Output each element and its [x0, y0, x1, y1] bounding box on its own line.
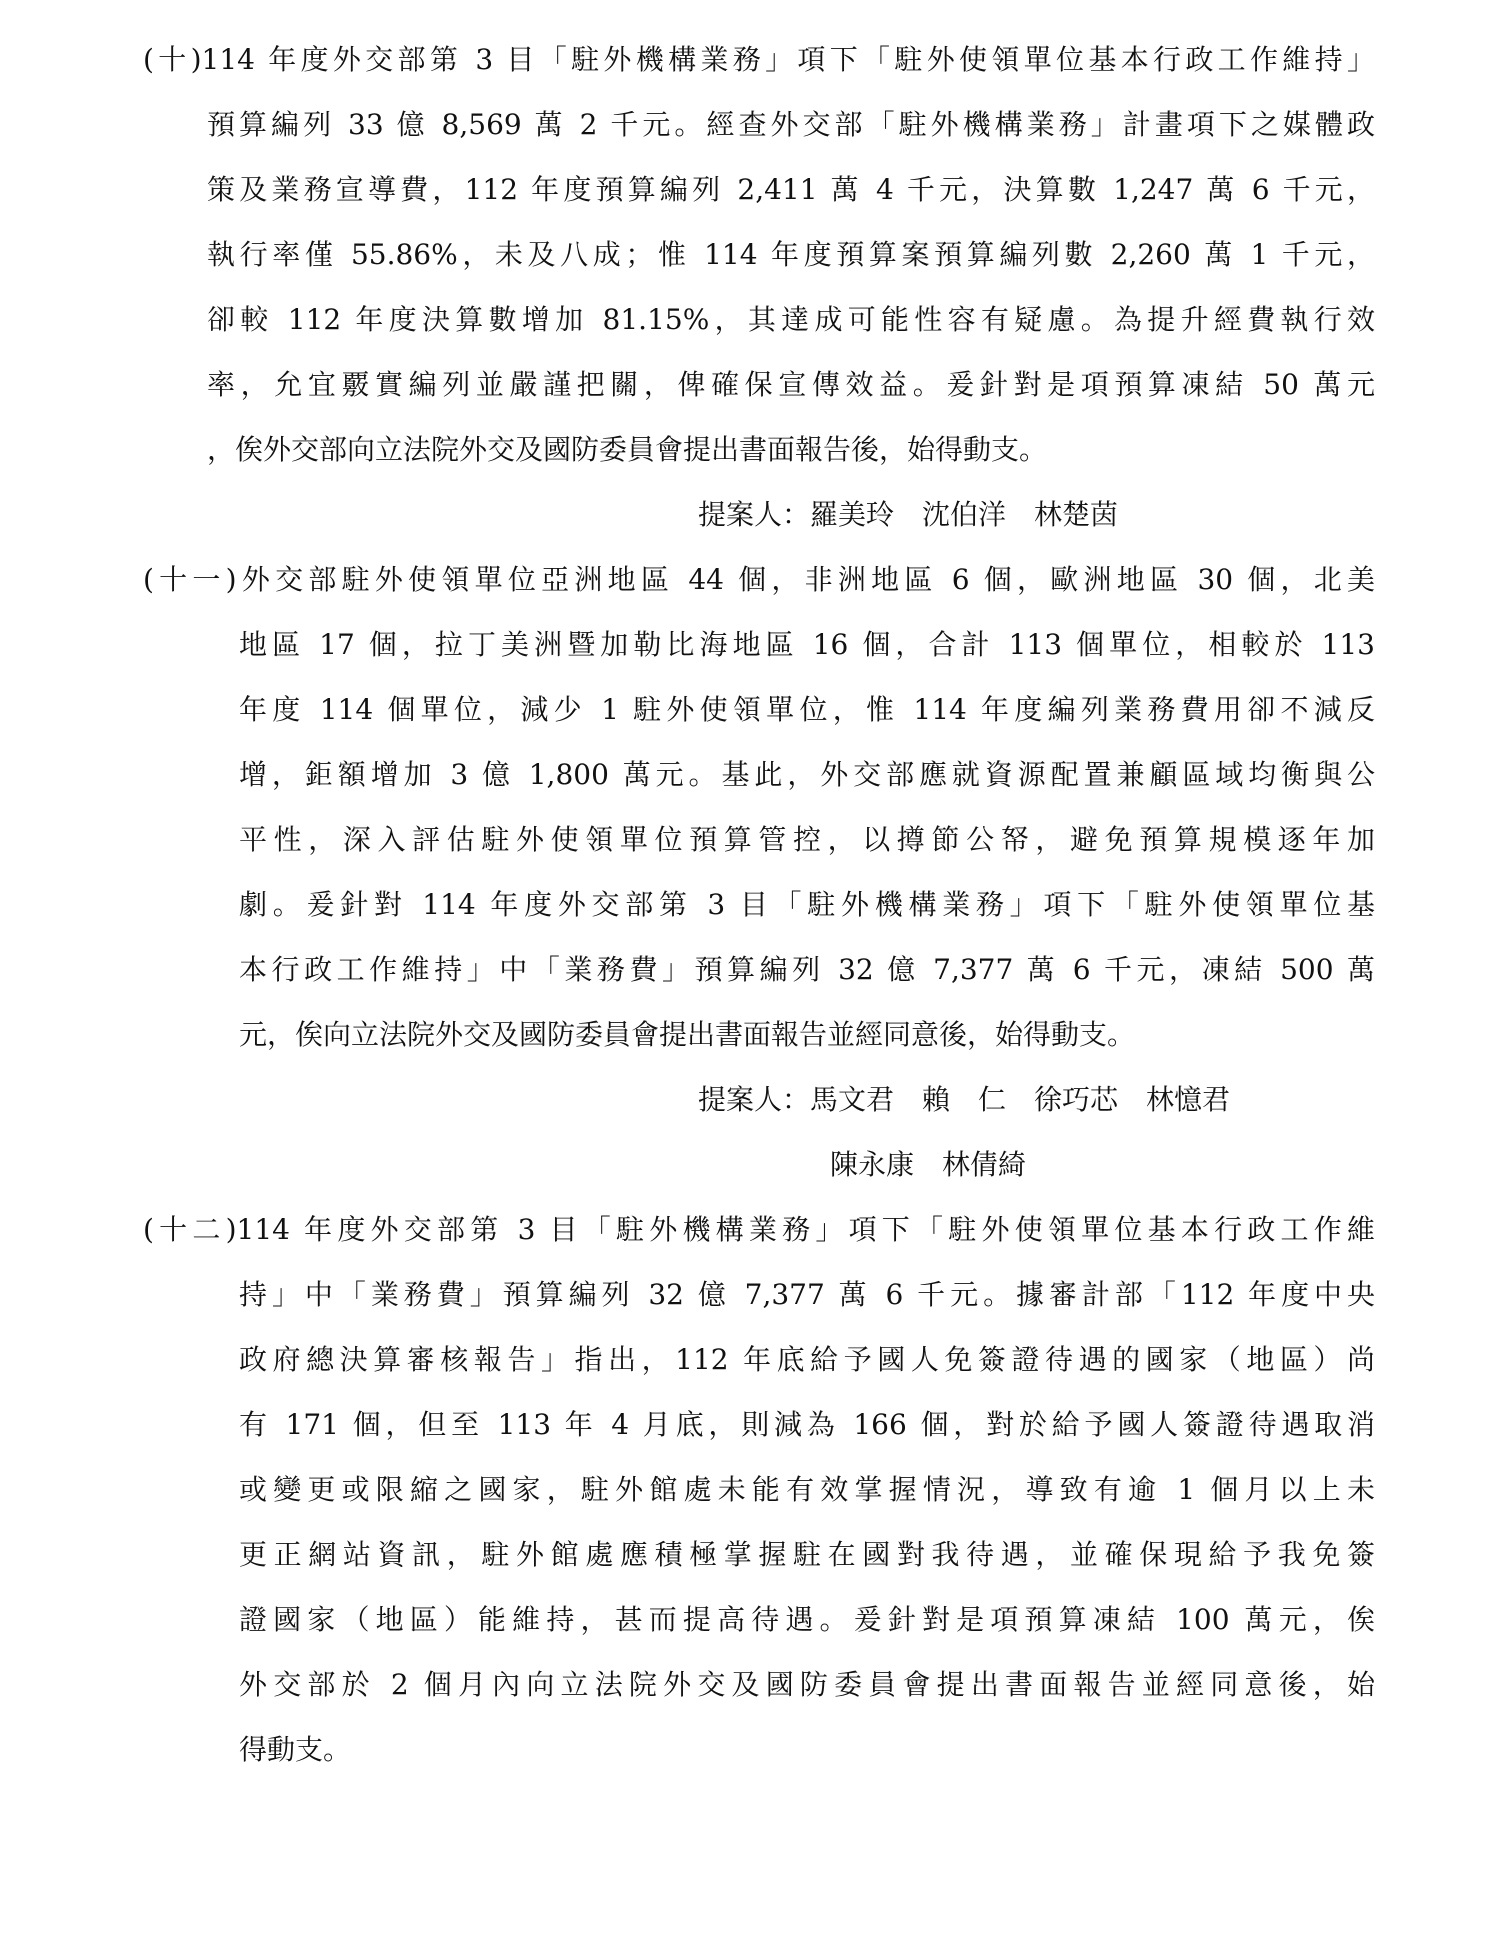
item-10-line-1: 114 年度外交部第 3 目「駐外機構業務」項下「駐外使領單位基本行政工作維持」 — [201, 43, 1375, 76]
item-10-line-3: 策及業務宣導費，112 年度預算編列 2,411 萬 4 千元，決算數 1,247 萬 6 千元， — [207, 173, 1375, 206]
item-10-line-5: 卻較 112 年度決算數增加 81.15%，其達成可能性容有疑慮。為提升經費執行效 — [207, 303, 1375, 336]
item-12-line-5: 或變更或限縮之國家，駐外館處未能有效掌握情況，導致有逾 1 個月以上未 — [239, 1473, 1375, 1506]
item-10-line-4: 執行率僅 55.86%，未及八成；惟 114 年度預算案預算編列數 2,260 萬 1 千元， — [207, 238, 1375, 271]
item-11-line-4: 增，鉅額增加 3 億 1,800 萬元。基此，外交部應就資源配置兼顧區域均衡與公 — [239, 758, 1375, 791]
item-12-line-6: 更正網站資訊，駐外館處應積極掌握駐在國對我待遇，並確保現給予我免簽 — [239, 1538, 1375, 1571]
item-10-line-7: ，俟外交部向立法院外交及國防委員會提出書面報告後，始得動支。 — [207, 433, 1048, 466]
item-12-line-2: 持」中「業務費」預算編列 32 億 7,377 萬 6 千元。據審計部「112 年度中央 — [239, 1278, 1375, 1311]
item-11-proposers-1: 提案人：馬文君 賴 仁 徐巧芯 林憶君 — [698, 1083, 1231, 1116]
item-12-line-3: 政府總決算審核報告」指出，112 年底給予國人免簽證待遇的國家（地區）尚 — [239, 1343, 1375, 1376]
item-12-line-8: 外交部於 2 個月內向立法院外交及國防委員會提出書面報告並經同意後，始 — [239, 1668, 1375, 1701]
item-12-line-4: 有 171 個，但至 113 年 4 月底，則減為 166 個，對於給予國人簽證待遇取消 — [239, 1408, 1375, 1441]
item-10-line-6: 率，允宜覈實編列並嚴謹把關，俾確保宣傳效益。爰針對是項預算凍結 50 萬元 — [207, 368, 1375, 401]
item-12-marker: (十二) — [143, 1213, 237, 1246]
item-11-line-3: 年度 114 個單位，減少 1 駐外使領單位，惟 114 年度編列業務費用卻不減反 — [239, 693, 1375, 726]
item-10-marker: (十) — [143, 43, 202, 76]
item-12-first-line — [143, 1210, 1375, 1250]
item-11-proposers-2: 陳永康 林倩綺 — [830, 1148, 1027, 1181]
item-12-line-7: 證國家（地區）能維持，甚而提高待遇。爰針對是項預算凍結 100 萬元，俟 — [239, 1603, 1375, 1636]
item-12-line-1: 114 年度外交部第 3 目「駐外機構業務」項下「駐外使領單位基本行政工作維 — [236, 1213, 1375, 1246]
item-11-line-5: 平性，深入評估駐外使領單位預算管控，以撙節公帑，避免預算規模逐年加 — [239, 823, 1375, 856]
item-11-line-1: 外交部駐外使領單位亞洲地區 44 個，非洲地區 6 個，歐洲地區 30 個，北美 — [236, 563, 1375, 596]
item-11-line-6: 劇。爰針對 114 年度外交部第 3 目「駐外機構業務」項下「駐外使領單位基 — [239, 888, 1375, 921]
item-11-first-line — [143, 560, 1375, 600]
item-11-line-2: 地區 17 個，拉丁美洲暨加勒比海地區 16 個，合計 113 個單位，相較於 113 — [239, 628, 1375, 661]
item-10-first-line — [143, 40, 1375, 80]
item-11-line-8: 元，俟向立法院外交及國防委員會提出書面報告並經同意後，始得動支。 — [239, 1018, 1136, 1051]
item-10-proposers: 提案人：羅美玲 沈伯洋 林楚茵 — [698, 498, 1119, 531]
item-11-line-7: 本行政工作維持」中「業務費」預算編列 32 億 7,377 萬 6 千元，凍結 500 萬 — [239, 953, 1375, 986]
item-12-line-9: 得動支。 — [239, 1733, 352, 1766]
item-10-line-2: 預算編列 33 億 8,569 萬 2 千元。經查外交部「駐外機構業務」計畫項下之媒體政 — [207, 108, 1375, 141]
item-11-marker: (十一) — [143, 563, 237, 596]
